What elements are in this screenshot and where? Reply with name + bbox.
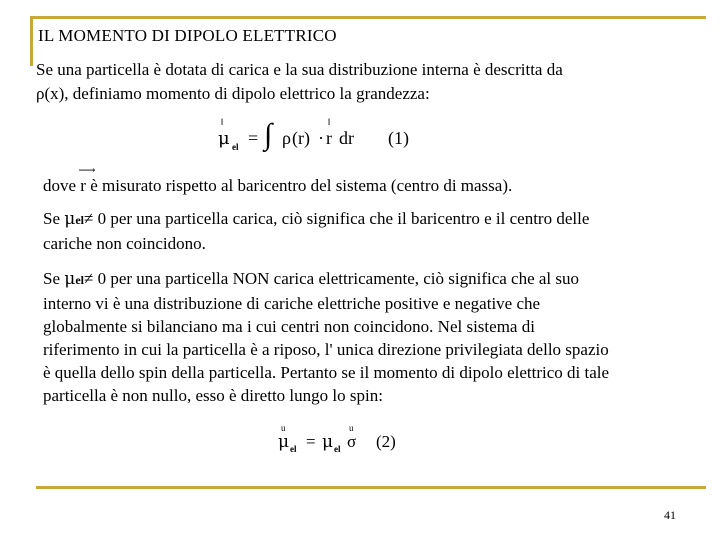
mu-symbol: μ bbox=[64, 269, 76, 289]
paragraph-charged-particle bbox=[43, 207, 711, 255]
para2-line-2: cariche non coincidono. bbox=[43, 234, 206, 253]
para3-line-6: particella è non nullo, esso è diretto lungo lo spin: bbox=[43, 386, 383, 405]
mu-symbol: μ bbox=[278, 432, 290, 452]
para2-line-1 bbox=[43, 207, 711, 232]
r-symbol: r bbox=[326, 128, 332, 148]
r-vector bbox=[78, 163, 96, 197]
para3-line-1 bbox=[43, 267, 711, 292]
slide-title: IL MOMENTO DI DIPOLO ELETTRICO bbox=[38, 26, 337, 45]
mu-symbol-2: μ bbox=[322, 432, 334, 452]
integral-sign: ∫ bbox=[264, 118, 273, 151]
dot-product: · bbox=[318, 128, 324, 148]
equation-number: (1) bbox=[388, 128, 409, 148]
para3-line-2: interno vi è una distribuzione di cariche elettriche positive e negative che bbox=[43, 294, 541, 313]
mu-symbol: μ bbox=[64, 209, 76, 229]
para2-rest: 0 per una particella carica, ciò significa che il baricentro e il centro delle bbox=[93, 209, 590, 228]
intro-line-2 bbox=[36, 82, 706, 106]
mu-subscript: el bbox=[75, 213, 84, 227]
equals-sign: = bbox=[306, 432, 316, 451]
para3-line-3: globalmente si bilanciano ma i cui centri non coincidono. Nel sistema di bbox=[43, 317, 535, 336]
mu-subscript: el bbox=[232, 142, 239, 152]
mu-vector-mark: ǁ bbox=[221, 117, 224, 127]
r-vector-mark: ǁ bbox=[328, 117, 331, 127]
rho-symbol: ρ bbox=[282, 128, 291, 148]
left-rule bbox=[30, 16, 33, 66]
top-rule bbox=[30, 16, 706, 19]
equation-number: (2) bbox=[376, 432, 396, 451]
equals-sign: = bbox=[248, 128, 259, 148]
paragraph-neutral-particle bbox=[43, 267, 711, 407]
page-number: 41 bbox=[664, 508, 676, 522]
sigma-symbol: σ bbox=[347, 432, 357, 451]
rho-argument: (r) bbox=[292, 128, 310, 148]
bottom-rule bbox=[36, 486, 706, 489]
not-equal-sign: ≠ bbox=[83, 269, 94, 288]
r-symbol: r bbox=[80, 176, 86, 195]
mu-subscript: el bbox=[290, 444, 297, 454]
intro-line-2-rest: (x), definiamo momento di dipolo elettrico la grandezza: bbox=[44, 84, 430, 103]
para2-pre: Se bbox=[43, 209, 65, 228]
rho-symbol: ρ bbox=[36, 84, 45, 103]
para3-pre: Se bbox=[43, 269, 65, 288]
mu-vector-mark: u bbox=[281, 423, 286, 433]
para3-line-4: riferimento in cui la particella è a riposo, l' unica direzione privilegiata dello spazio bbox=[43, 340, 609, 359]
equation-1 bbox=[218, 118, 418, 158]
equation-2 bbox=[278, 424, 418, 458]
mu-subscript-2: el bbox=[334, 444, 341, 454]
r-arrow-icon: ⟶ bbox=[78, 163, 96, 177]
intro-text bbox=[36, 58, 706, 106]
paragraph-r-definition bbox=[43, 163, 711, 197]
para3-rest: 0 per una particella NON carica elettricamente, ciò significa che al suo bbox=[93, 269, 580, 288]
para1-pre: dove bbox=[43, 176, 81, 195]
para1-post: è misurato rispetto al baricentro del sistema (centro di massa). bbox=[85, 176, 513, 195]
sigma-vector-mark: u bbox=[349, 423, 354, 433]
mu-subscript: el bbox=[75, 273, 84, 287]
para3-line-5: è quella dello spin della particella. Pertanto se il momento di dipolo elettrico di tale bbox=[43, 363, 610, 382]
not-equal-sign: ≠ bbox=[83, 209, 94, 228]
intro-line-1: Se una particella è dotata di carica e la sua distribuzione interna è descritta da bbox=[36, 60, 563, 79]
dr-symbol: dr bbox=[339, 128, 354, 148]
mu-symbol: μ bbox=[218, 128, 230, 149]
